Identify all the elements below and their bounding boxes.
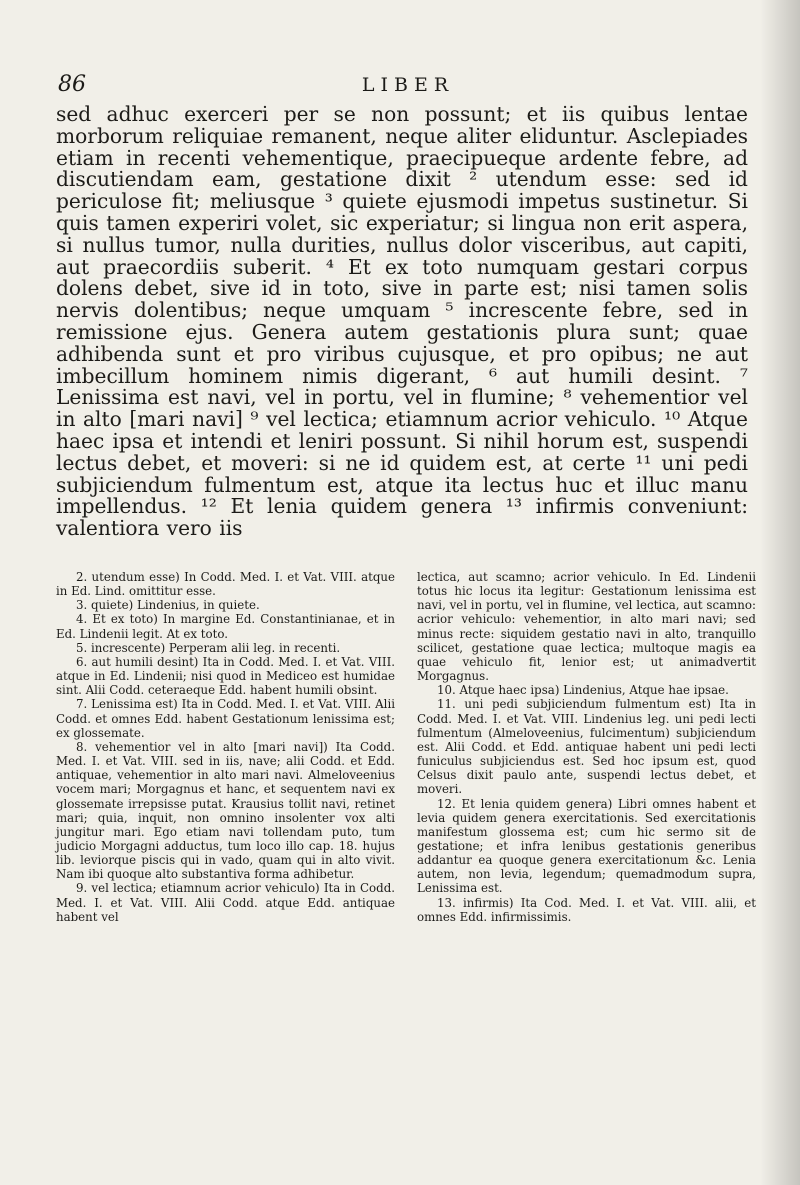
footnote-10: 10. Atque haec ipsa) Lindenius, Atque hae ipsae. — [437, 683, 729, 698]
running-head: LIBER — [361, 74, 455, 96]
footnote-9-continued: lectica, aut scamno; acrior vehiculo. In Ed. Lindenii totus hic locus ita legitur: Gestationum lenissima est navi, vel in portu, vel in flumine, vel lectica, aut scamno: acrior vehiculo: vehementior, in alto mari navi; sed minus recte: siquidem gestatio navi in alto, tranquillo scilicet, gestatione quae lectica; multoque magis ea quae vehiculo fit, lenior est; ut animadvertit Morgagnus. — [417, 570, 756, 684]
footnotes-left-column — [56, 570, 395, 924]
footnote-7: 7. Lenissima est) Ita in Codd. Med. I. et Vat. VIII. Alii Codd. et omnes Edd. habent Gestationum lenissima est; ex glossemate. — [56, 697, 395, 740]
footnote-8: 8. vehementior vel in alto [mari navi]) Ita Codd. Med. I. et Vat. VIII. sed in iis, nave; alii Codd. et Edd. antiquae, vehementior in alto mari navi. Almeloveenius vocem mari; Morgagnus et hanc, et sequentem navi ex glossemate irrepsisse putat. Krausius tollit navi, retinet mari; quia, inquit, non omnino insolenter vox alti jungitur mari. Ego etiam navi tollendam puto, tum judicio Morgagni adductus, tum loco illo cap. 18. hujus lib. leviorque piscis qui in vado, quam qui in alto vivit. Nam ibi quoque alto substantiva forma adhibetur. — [56, 739, 395, 882]
footnote-3: 3. quiete) Lindenius, in quiete. — [76, 598, 260, 613]
footnote-2: 2. utendum esse) In Codd. Med. I. et Vat. VIII. atque in Ed. Lind. omittitur esse. — [56, 570, 395, 599]
footnote-6: 6. aut humili desint) Ita in Codd. Med. I. et Vat. VIII. atque in Ed. Lindenii; nisi quod in Mediceo est humidae sint. Alii Codd. ceteraeque Edd. habent humili obsint. — [56, 654, 395, 698]
footnote-13: 13. infirmis) Ita Cod. Med. I. et Vat. VIII. alii, et omnes Edd. infirmissimis. — [417, 895, 756, 924]
main-text: sed adhuc exerceri per se non possunt; et iis quibus lentae morborum reliquiae remanent, neque aliter eliduntur. Asclepiades etiam in recenti vehementique, praecipueque ardente febre, ad discutiendam eam, gestatione dixit ² utendum esse: sed id periculose fit; meliusque ³ quiete ejusmodi impetus sustinetur. Si quis tamen experiri volet, sic experiatur; si lingua non erit aspera, si nullus tumor, nulla durities, nullus dolor visceribus, aut capiti, aut praecordiis suberit. ⁴ Et ex toto numquam gestari corpus dolens debet, sive id in toto, sive in parte est; nisi tamen solis nervis dolentibus; neque umquam ⁵ increscente febre, sed in remissione ejus. Genera autem gestationis plura sunt; quae adhibenda sunt et pro viribus cujusque, et pro opibus; ne aut imbecillum hominem nimis digerant, ⁶ aut humili desint. ⁷ Lenissima est navi, vel in portu, vel in flumine; ⁸ vehementior vel in alto [mari navi] ⁹ vel lectica; etiamnum acrior vehiculo. ¹⁰ Atque haec ipsa et intendi et leniri possunt. Si nihil horum est, suspendi lectus debet, et moveri: si ne id quidem est, at certe ¹¹ uni pedi subjiciendum fulmentum est, atque ita lectus huc et illuc manu impellendus. ¹² Et lenia quidem genera ¹³ infirmis conveniunt: valentiora vero iis — [56, 102, 748, 541]
footnotes — [56, 570, 756, 924]
footnote-11: 11. uni pedi subjiciendum fulmentum est) Ita in Codd. Med. I. et Vat. VIII. Lindenius leg. uni pedi lecti fulmentum (Almeloveenius, fulcimentum) subjiciendum est. Alii Codd. et Edd. antiquae habent uni pedi lecti funiculus subjiciendus est. Sed hoc ipsum est, quod Celsus dixit paulo ante, suspendi lectus debet, et moveri. — [417, 697, 756, 797]
page-header — [58, 72, 758, 106]
page-number: 86 — [58, 72, 86, 97]
footnotes-right-column — [417, 570, 756, 924]
footnote-4: 4. Et ex toto) In margine Ed. Constantinianae, et in Ed. Lindenii legit. At ex toto. — [56, 612, 395, 641]
footnote-9: 9. vel lectica; etiamnum acrior vehiculo) Ita in Codd. Med. I. et Vat. VIII. Alii Codd. atque Edd. antiquae habent vel — [56, 881, 395, 924]
page-edge-shadow — [760, 0, 800, 1185]
footnote-12: 12. Et lenia quidem genera) Libri omnes habent et levia quidem genera exercitationis. Sed exercitationis manifestum glossema est; cum hic sermo sit de gestatione; et infra lenibus gestationis generibus addantur ea quoque genera exercitationum &c. Lenia autem, non levia, legendum; quemadmodum supra, Lenissima est. — [417, 796, 756, 896]
footnote-5: 5. increscente) Perperam alii leg. in recenti. — [76, 640, 341, 655]
